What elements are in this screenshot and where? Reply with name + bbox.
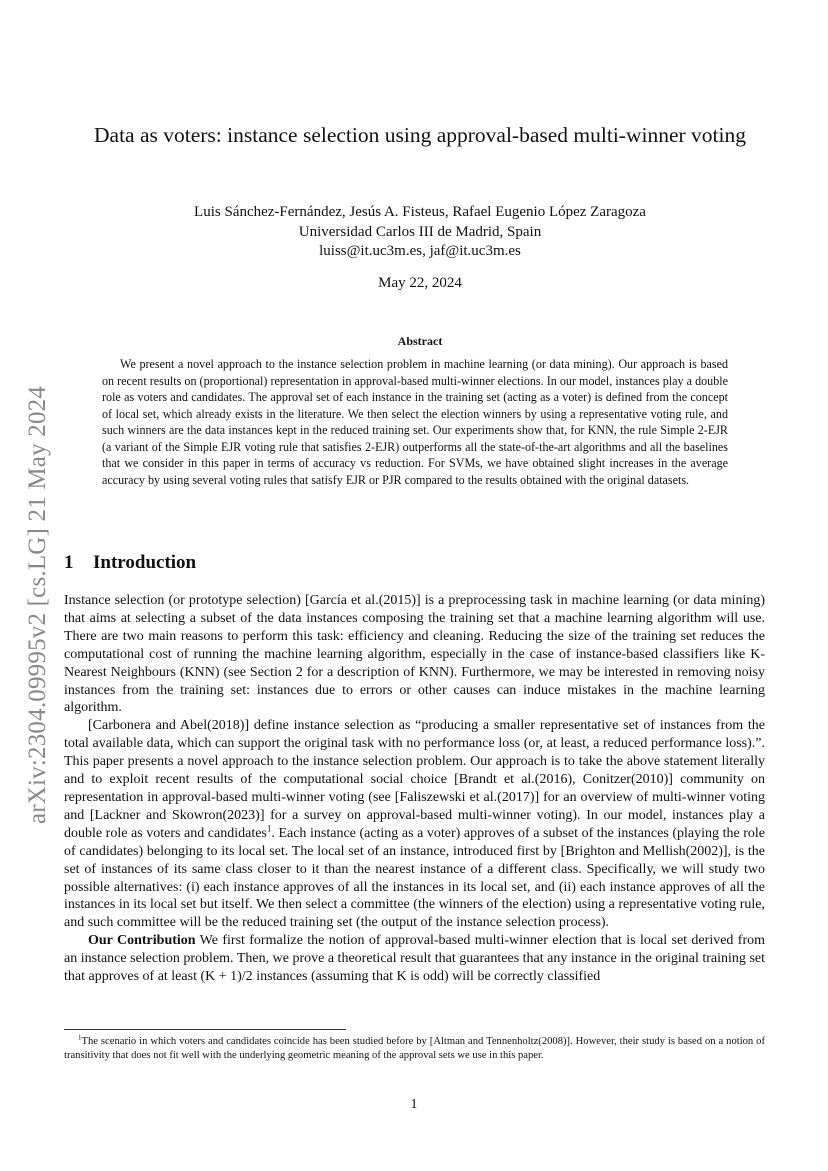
- paragraph-text: . Each instance (acting as a voter) approves of a subset of the instances (playing the role of candidates) belonging to its local set. The local set of an instance, introduced first by [Brighton and Mellish(2002)], is the set of instances of its same class closer to it than the nearest instance of a different class. Specifically, we will study two possible alternatives: (i) each instance approves of all the instances in its local set, and (ii) each instance approves of all the instances in its local set but itself. We then select a committee (the winners of the election) using a representative voting rule, and such committee will be the reduced training set (the output of the instance selection process).: [64, 825, 766, 931]
- footnote-mark: 1: [78, 1033, 82, 1042]
- author-names: Luis Sánchez-Fernández, Jesús A. Fisteus, Rafael Eugenio López Zaragoza: [194, 204, 646, 220]
- section-number: 1: [64, 552, 74, 573]
- section-heading: [64, 552, 196, 574]
- paragraph: [64, 932, 765, 986]
- run-in-heading: Our Contribution: [88, 933, 196, 949]
- footnote-marker: 1: [266, 823, 272, 834]
- arxiv-identifier-stamp: [18, 355, 58, 855]
- footnote: [64, 1035, 765, 1063]
- paragraph: Instance selection (or prototype selection) [García et al.(2015)] is a preprocessing task in machine learning (or data mining) that aims at selecting a subset of the data instances composing the training set that a machine learning algorithm will use. There are two main reasons to perform this task: efficiency and cleaning. Reducing the size of the training set reduces the computational cost of running the machine learning algorithm, especially in the case of instance-based classifiers like K-Nearest Neighbours (KNN) (see Section 2 for a description of KNN). Furthermore, we may be interested in removing noisy instances from the training set: instances due to errors or other causes can induce mistakes in the machine learning algorithm.: [64, 593, 765, 716]
- arxiv-identifier-text: arXiv:2304.09995v2 [cs.LG] 21 May 2024: [24, 385, 51, 825]
- author-block: [70, 203, 770, 262]
- abstract-text: We present a novel approach to the instance selection problem in machine learning (or data mining). Our approach is based on recent results on (proportional) representation in approval-based multi-winner elections. In our model, instances play a double role as voters and candidates. The approval set of each instance in the training set (acting as a voter) is defined from the concept of local set, which already exists in the literature. We then select the election winners by using a representative voting rule, and such winners are the data instances kept in the reduced training set. Our experiments show that, for KNN, the rule Simple 2-EJR (a variant of the Simple EJR voting rule that satisfies 2-EJR) outperforms all the state-of-the-art algorithms and all the baselines that we consider in this paper in terms of accuracy vs reduction. For SVMs, we have obtained slight increases in the average accuracy by using several voting rules that satisfy EJR or PJR compared to the results obtained with the original datasets.: [102, 357, 728, 487]
- paragraph-text: [Carbonera and Abel(2018)] define instance selection as “producing a smaller representative set of instances from the total available data, which can support the original task with no performance loss (or, at least, a reduced performance loss).”. This paper presents a novel approach to the instance selection problem. Our approach is to take the above statement literally and to exploit recent results of the computational social choice [Brandt et al.(2016), Conitzer(2010)] community on representation in approval-based multi-winner voting (see [Faliszewski et al.(2017)] for an overview of multi-winner voting and [Lackner and Skowron(2023)] for a survey on approval-based multi-winner voting). In our model, instances play a double role as voters and candidates: [64, 718, 765, 841]
- author-affiliation: Universidad Carlos III de Madrid, Spain: [298, 223, 542, 240]
- paper-title: Data as voters: instance selection using approval-based multi-winner voting: [94, 123, 746, 147]
- paragraph: [64, 717, 765, 932]
- author-emails: luiss@it.uc3m.es, jaf@it.uc3m.es: [319, 243, 521, 259]
- section-title: Introduction: [93, 552, 197, 573]
- inline-math: (K + 1)/2: [200, 969, 253, 985]
- paragraph-text: We first formalize the notion of approval-based multi-winner election that is local set derived from an instance selection problem. Then, we prove a theoretical result that guarantees that any instance in the original training set that approves of at least: [64, 933, 765, 985]
- footnote-text: The scenario in which voters and candidates coincide has been studied before by [Altman and Tennenholtz(2008)]. However, their study is based on a notion of transitivity that does not fit well with the underlying geometric meaning of the approval sets we use in this paper.: [64, 1036, 765, 1062]
- footnote-divider: [64, 1029, 346, 1030]
- section-body: [64, 592, 765, 986]
- page-number: 1: [410, 1097, 418, 1112]
- abstract-heading: Abstract: [397, 334, 443, 348]
- paragraph-text: instances (assuming that K is odd) will be correctly classified: [252, 969, 601, 985]
- publication-date: May 22, 2024: [378, 275, 462, 291]
